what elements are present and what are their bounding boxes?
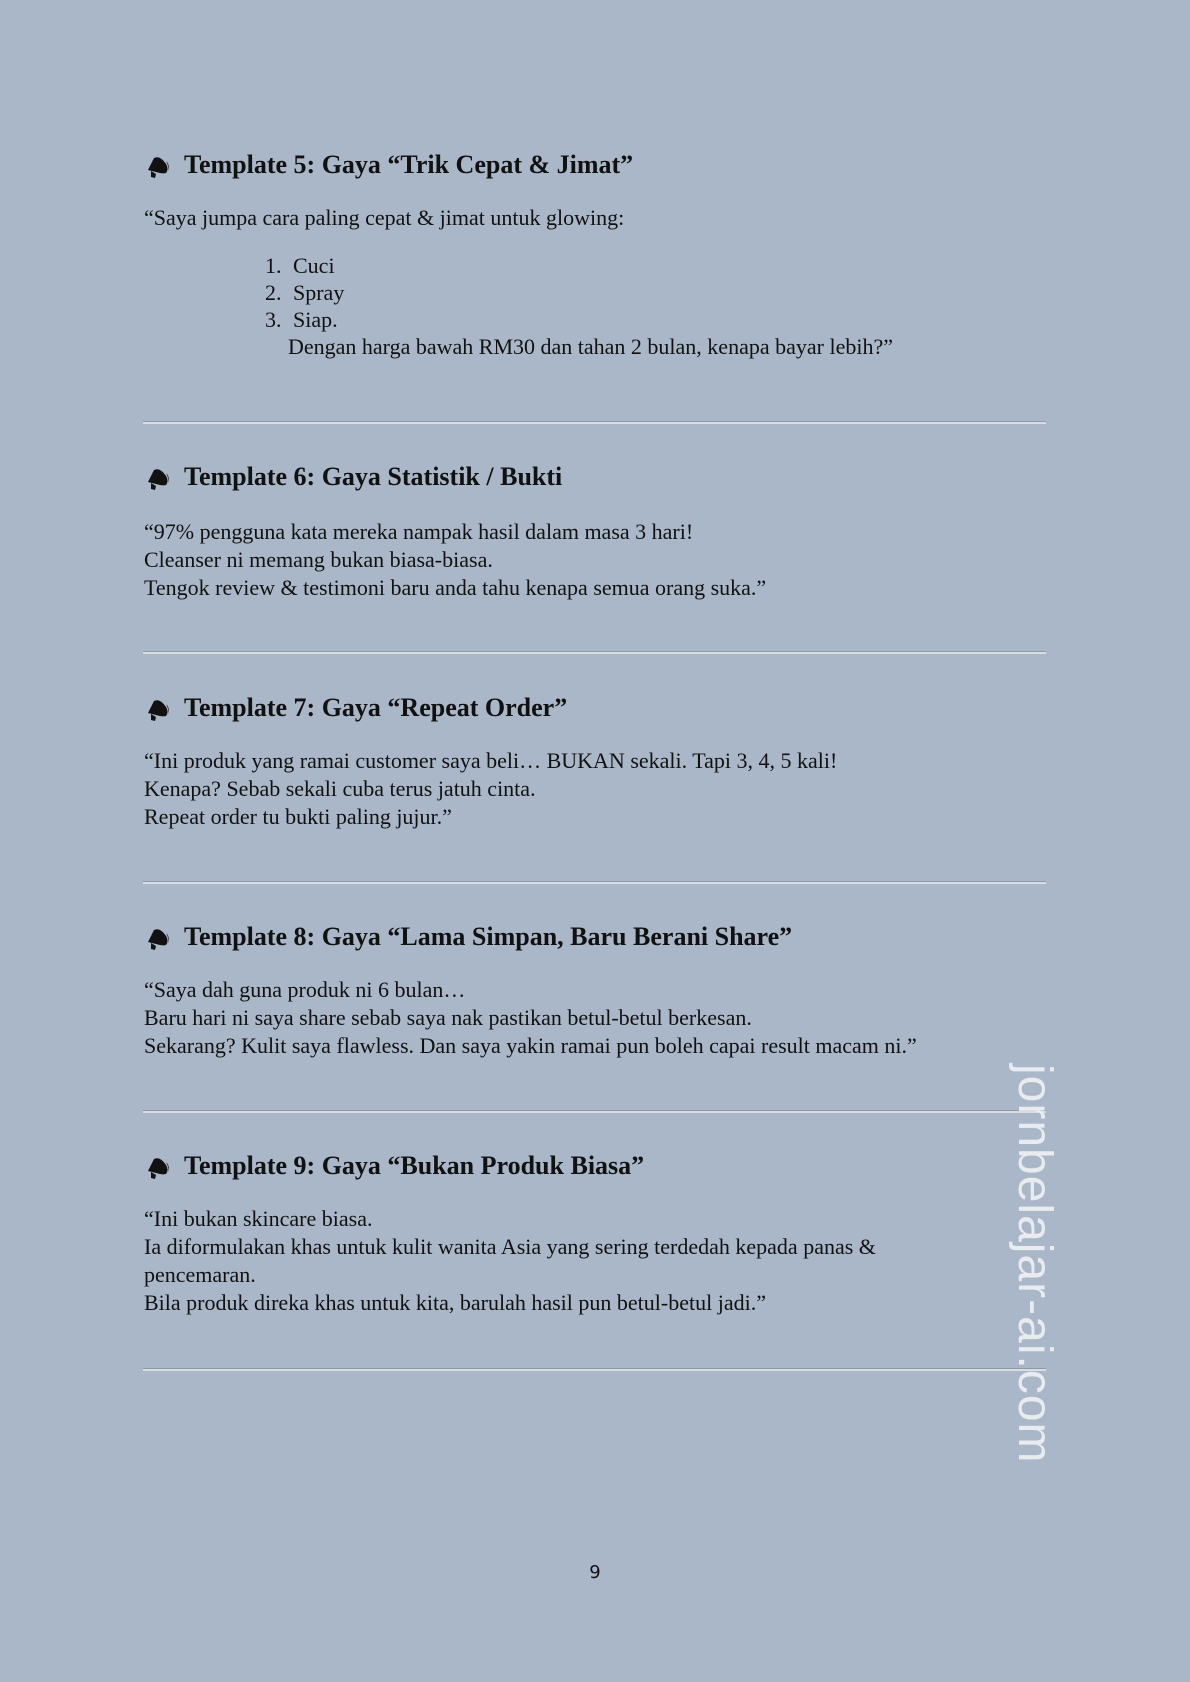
body-line: Bila produk direka khas untuk kita, barulah hasil pun betul-betul jadi.” (144, 1290, 766, 1315)
section-divider (143, 1368, 1046, 1371)
megaphone-icon (144, 922, 174, 952)
template-7-heading (144, 692, 1046, 724)
body-line: Sekarang? Kulit saya flawless. Dan saya yakin ramai pun boleh capai result macam ni.” (144, 1033, 917, 1058)
megaphone-icon (144, 693, 174, 723)
template-5-closing: Dengan harga bawah RM30 dan tahan 2 bulan, kenapa bayar lebih?” (288, 334, 893, 359)
template-5-heading (144, 149, 1046, 181)
template-5-steps (144, 252, 1046, 333)
template-5-body (144, 204, 1046, 232)
megaphone-icon (144, 462, 174, 492)
template-8-body (144, 976, 1046, 1060)
template-5-title: Template 5: Gaya “Trik Cepat & Jimat” (184, 150, 634, 179)
template-7-title: Template 7: Gaya “Repeat Order” (184, 693, 568, 722)
watermark (1008, 1064, 1070, 1464)
body-line: “97% pengguna kata mereka nampak hasil dalam masa 3 hari! (144, 519, 694, 544)
template-6-title: Template 6: Gaya Statistik / Bukti (184, 462, 563, 491)
step-item: 3. Siap. (287, 306, 1046, 333)
body-line: Baru hari ni saya share sebab saya nak pastikan betul-betul berkesan. (144, 1005, 752, 1030)
template-9-section (144, 1150, 1046, 1317)
section-divider (143, 421, 1046, 424)
template-6-body (144, 518, 1046, 602)
body-line: “Ini bukan skincare biasa. (144, 1206, 373, 1231)
megaphone-icon (144, 150, 174, 180)
template-9-title: Template 9: Gaya “Bukan Produk Biasa” (184, 1151, 645, 1180)
step-item: 2. Spray (287, 279, 1046, 306)
template-7-body (144, 747, 1046, 831)
body-line: Tengok review & testimoni baru anda tahu kenapa semua orang suka.” (144, 575, 767, 600)
template-8-heading (144, 921, 1046, 953)
section-divider (143, 881, 1046, 884)
template-9-body (144, 1205, 1046, 1317)
page-number: 9 (589, 1562, 601, 1583)
body-line: Repeat order tu bukti paling jujur.” (144, 804, 452, 829)
body-line: Cleanser ni memang bukan biasa-biasa. (144, 547, 493, 572)
section-divider (143, 1110, 1046, 1113)
watermark-text: jornbelajar-ai.com (1008, 1064, 1061, 1464)
template-9-heading (144, 1150, 1046, 1182)
template-8-section (144, 921, 1046, 1060)
body-line: “Ini produk yang ramai customer saya beli… BUKAN sekali. Tapi 3, 4, 5 kali! (144, 748, 838, 773)
template-6-section (144, 461, 1046, 602)
body-line: Ia diformulakan khas untuk kulit wanita Asia yang sering terdedah kepada panas & (144, 1234, 876, 1259)
template-6-heading (144, 461, 1046, 493)
template-5-section (144, 149, 1046, 360)
template-8-title: Template 8: Gaya “Lama Simpan, Baru Berani Share” (184, 922, 793, 951)
megaphone-icon (144, 1151, 174, 1181)
section-divider (143, 651, 1046, 654)
body-line: “Saya dah guna produk ni 6 bulan… (144, 977, 466, 1002)
body-line: pencemaran. (144, 1262, 256, 1287)
body-line: Kenapa? Sebab sekali cuba terus jatuh cinta. (144, 776, 536, 801)
template-5-intro: “Saya jumpa cara paling cepat & jimat untuk glowing: (144, 205, 625, 230)
step-item: 1. Cuci (287, 252, 1046, 279)
template-7-section (144, 692, 1046, 831)
